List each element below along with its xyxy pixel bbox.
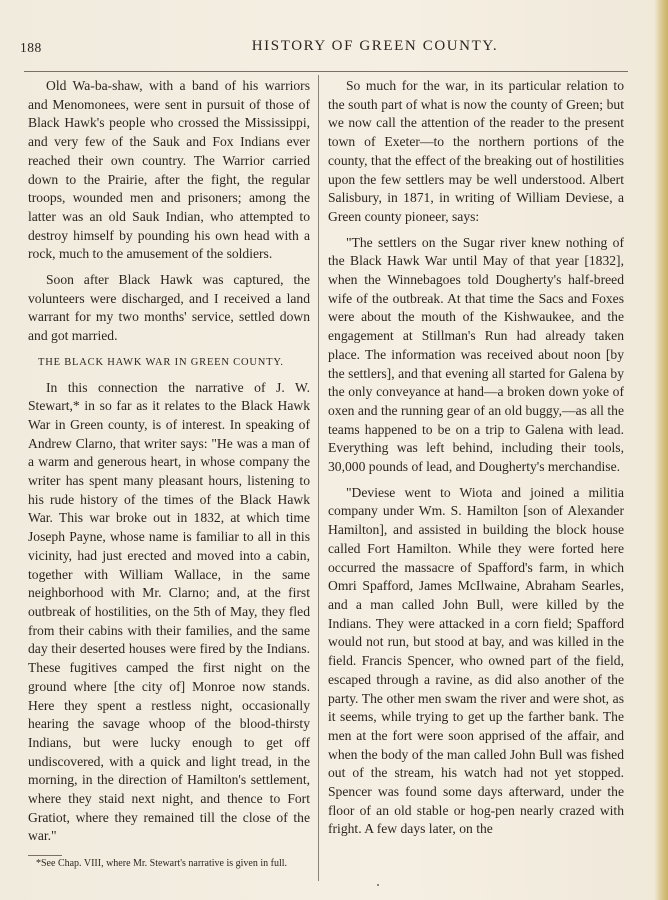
right-column [328, 77, 624, 846]
page-edge-shadow [654, 0, 668, 900]
left-paragraph-3: In this connection the narrative of J. W. Stewart,* in so far as it relates to the Black Hawk War in Green county, is of interest. In speaking of Andrew Clarno, that writer says: "He was a man of a warm and generous heart, in whose company the writer has spent many pleasant hours, listening to his rude history of the times of the Black Hawk War. This war broke out in 1832, at which time Joseph Payne, whose name is familiar to all in this vicinity, had just erected and moved into a cabin, together with William Wallace, in the same neighborhood with Mr. Clarno; and, at the first outbreak of hostilities, on the 5th of May, they fled from their cabins with their families, and the same day their deserted houses were fired by the Indians. These fugitives camped the first night on the ground where [the city of] Monroe now stands. Here they spent a restless night, occasionally hearing the savage whoop of the blood-thirsty Indians, but were lucky enough to get off undiscovered, with a quick and light tread, in the morning, in the direction of Hamilton's settlement, where they staid next night, and thence to Fort Gratiot, where they remained till the close of the war." [28, 379, 310, 844]
page-header [20, 38, 640, 60]
right-paragraph-2: "The settlers on the Sugar river knew nothing of the Black Hawk War until May of that year [1832], when the Winnebagoes told Dougherty's half-breed wife of the outbreak. At that time the Sacs and Foxes were about the mouth of the Kishwaukee, and the engagement at Stillman's Run had already taken place. The information was received about noon [by the settlers], and that evening all started for Galena by the only conveyance at hand—a broken down yoke of oxen and the running gear of an old buggy,—as all the teams happened to be on a trip to Galena with lead. Everything was left behind, including their tools, 30,000 pounds of lead, and Dougherty's merchandise. [328, 234, 624, 475]
page-number: 188 [20, 40, 42, 55]
footnote-rule [28, 855, 62, 856]
running-title: HISTORY OF GREEN COUNTY. [251, 38, 499, 54]
ink-speck [377, 884, 379, 886]
header-rule [24, 71, 628, 72]
left-column [28, 77, 310, 853]
footnote: *See Chap. VIII, where Mr. Stewart's narrative is given in full. [36, 858, 288, 869]
left-paragraph-1: Old Wa-ba-shaw, with a band of his warriors and Menomonees, were sent in pursuit of those of Black Hawk's people who crossed the Mississippi, and very few of the Sauk and Fox Indians ever reached their own country. The Warrior carried down to the Prairie, after the fight, the regular troops, wounded men and prisoners; among the latter was an old Sauk Indian, who attempted to destroy himself by pounding his own head with a rock, much to the amusement of the soldiers. [28, 78, 310, 262]
left-paragraph-2: Soon after Black Hawk was captured, the volunteers were discharged, and I received a land warrant for my two months' service, settled down and got married. [28, 272, 310, 344]
column-divider [318, 75, 319, 881]
section-heading: THE BLACK HAWK WAR IN GREEN COUNTY. [38, 356, 284, 368]
right-paragraph-3: "Deviese went to Wiota and joined a militia company under Wm. S. Hamilton [son of Alexander Hamilton], and assisted in building the block house called Fort Hamilton. While they were forted here occurred the massacre of Spafford's farm, in which Omri Spafford, James McIlwaine, Abraham Searles, and a man called John Bull, were killed by the Indians. They were attacked in a corn field; Spafford would not run, but stood at bay, and was killed in the field. Francis Spencer, who owned part of the field, escaped through a ravine, as did also another of the party. The other men swam the river and were shot, as it seems, while trying to get up the farther bank. The men at the fort were soon apprised of the affair, and when the body of the man called John Bull was fished out of the stream, his watch had not yet stopped. Spencer was found some days afterward, under the floor of an old stable or hog-pen nearly crazed with fright. A few days later, on the [328, 484, 624, 837]
right-paragraph-1: So much for the war, in its particular relation to the south part of what is now the county of Green; but we now call the attention of the reader to the present town of Exeter—to the northern portions of the county, that the effect of the breaking out of hostilities upon the few settlers may be well understood. Albert Salisbury, in 1871, in writing of William Deviese, a Green county pioneer, says: [328, 78, 624, 224]
